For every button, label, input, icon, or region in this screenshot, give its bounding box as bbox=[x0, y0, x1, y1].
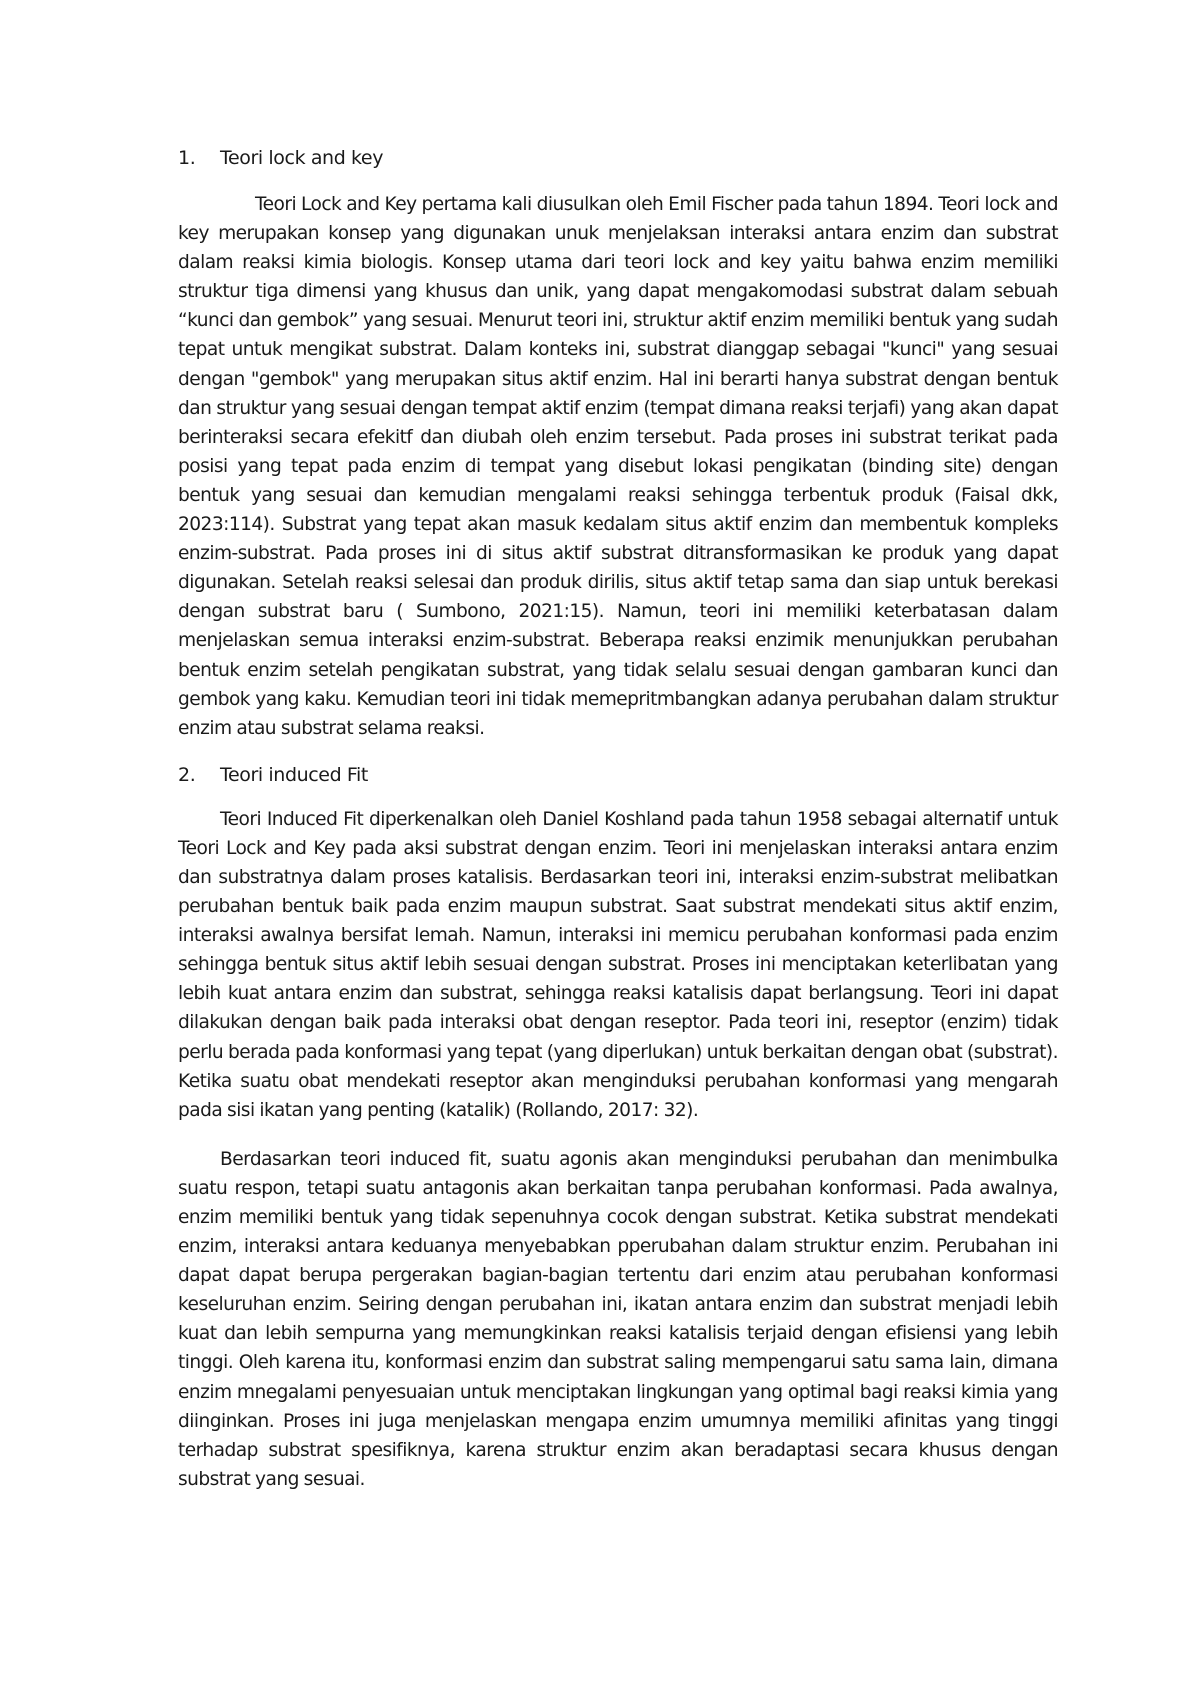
paragraph-induced-fit-2: Berdasarkan teori induced fit, suatu agonis akan menginduksi perubahan dan menimbulka suatu respon, tetapi suatu antagonis akan berkaitan tanpa perubahan konformasi. Pada awalnya, enzim memiliki bentuk yang tidak sepenuhnya cocok dengan substrat. Ketika substrat mendekati enzim, interaksi antara keduanya menyebabkan pperubahan dalam struktur enzim. Perubahan ini dapat dapat berupa pergerakan bagian-bagian tertentu dari enzim atau perubahan konformasi keseluruhan enzim. Seiring dengan perubahan ini, ikatan antara enzim dan substrat menjadi lebih kuat dan lebih sempurna yang memungkinkan reaksi katalisis terjaid dengan efisiensi yang lebih tinggi. Oleh karena itu, konformasi enzim dan substrat saling mempengarui satu sama lain, dimana enzim mnegalami penyesuaian untuk menciptakan lingkungan yang optimal bagi reaksi kimia yang diinginkan. Proses ini juga menjelaskan mengapa enzim umumnya memiliki afinitas yang tinggi terhadap substrat spesifiknya, karena struktur enzim akan beradaptasi secara khusus dengan substrat yang sesuai. bbox=[178, 1148, 1058, 1490]
section-heading-1 bbox=[178, 146, 1058, 170]
paragraph-lock-and-key: Teori Lock and Key pertama kali diusulkan oleh Emil Fischer pada tahun 1894. Teori lock and key merupakan konsep yang digunakan unuk menjelaksan interaksi antara enzim dan substrat dalam reaksi kimia biologis. Konsep utama dari teori lock and key yaitu bahwa enzim memiliki struktur tiga dimensi yang khusus dan unik, yang dapat mengakomodasi substrat dalam sebuah “kunci dan gembok” yang sesuai. Menurut teori ini, struktur aktif enzim memiliki bentuk yang sudah tepat untuk mengikat substrat. Dalam konteks ini, substrat dianggap sebagai "kunci" yang sesuai dengan "gembok" yang merupakan situs aktif enzim. Hal ini berarti hanya substrat dengan bentuk dan struktur yang sesuai dengan tempat aktif enzim (tempat dimana reaksi terjafi) yang akan dapat berinteraksi secara efekitf dan diubah oleh enzim tersebut. Pada proses ini substrat terikat pada posisi yang tepat pada enzim di tempat yang disebut lokasi pengikatan (binding site) dengan bentuk yang sesuai dan kemudian mengalami reaksi sehingga terbentuk produk (Faisal dkk, 2023:114). Substrat yang tepat akan masuk kedalam situs aktif enzim dan membentuk kompleks enzim-substrat. Pada proses ini di situs aktif substrat ditransformasikan ke produk yang dapat digunakan. Setelah reaksi selesai dan produk dirilis, situs aktif tetap sama dan siap untuk berekasi dengan substrat baru ( Sumbono, 2021:15). Namun, teori ini memiliki keterbatasan dalam menjelaskan semua interaksi enzim-substrat. Beberapa reaksi enzimik menunjukkan perubahan bentuk enzim setelah pengikatan substrat, yang tidak selalu sesuai dengan gambaran kunci dan gembok yang kaku. Kemudian teori ini tidak memepritmbangkan adanya perubahan dalam struktur enzim atau substrat selama reaksi. bbox=[178, 194, 1058, 739]
section-number: 2. bbox=[178, 763, 196, 786]
document-body bbox=[178, 146, 1058, 1494]
section-number: 1. bbox=[178, 147, 196, 169]
section-title: Teori induced Fit bbox=[220, 763, 368, 786]
section-title: Teori lock and key bbox=[220, 147, 384, 169]
paragraph-induced-fit-1: Teori Induced Fit diperkenalkan oleh Daniel Koshland pada tahun 1958 sebagai alternatif untuk Teori Lock and Key pada aksi substrat dengan enzim. Teori ini menjelaskan interaksi antara enzim dan substratnya dalam proses katalisis. Berdasarkan teori ini, interaksi enzim-substrat melibatkan perubahan bentuk baik pada enzim maupun substrat. Saat substrat mendekati situs aktif enzim, interaksi awalnya bersifat lemah. Namun, interaksi ini memicu perubahan konformasi pada enzim sehingga bentuk situs aktif lebih sesuai dengan substrat. Proses ini menciptakan keterlibatan yang lebih kuat antara enzim dan substrat, sehingga reaksi katalisis dapat berlangsung. Teori ini dapat dilakukan dengan baik pada interaksi obat dengan reseptor. Pada teori ini, reseptor (enzim) tidak perlu berada pada konformasi yang tepat (yang diperlukan) untuk berkaitan dengan obat (substrat). Ketika suatu obat mendekati reseptor akan menginduksi perubahan konformasi yang mengarah pada sisi ikatan yang penting (katalik) (Rollando, 2017: 32). bbox=[178, 808, 1058, 1121]
section-heading-2 bbox=[178, 763, 1058, 787]
